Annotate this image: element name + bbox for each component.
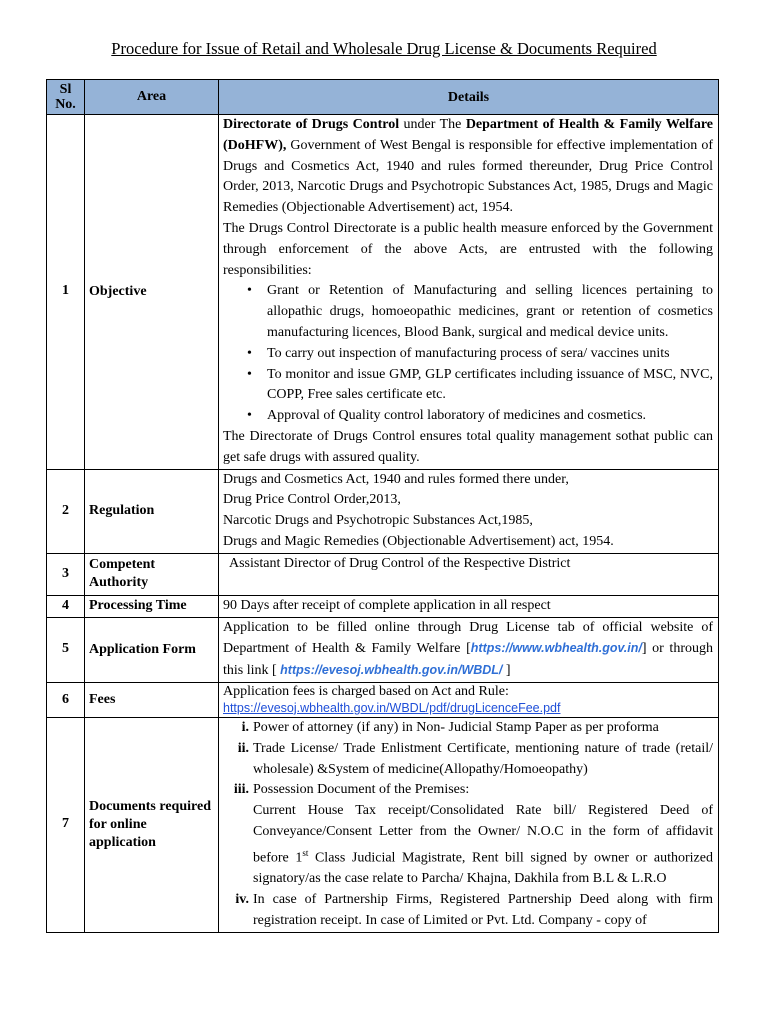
superscript: st [302,847,309,858]
wbdl-link[interactable]: https://evesoj.wbhealth.gov.in/WBDL/ [280,663,503,678]
objective-paragraph-2: The Drugs Control Directorate is a public health measure enforced by the Government through enforcement of the above Acts, are entrusted with the following responsibilities: [223,220,713,278]
list-item [233,780,713,890]
bold-text: Department of Health & Family Welfare (DoHFW), [223,117,713,153]
row-sl-number: 3 [47,553,85,595]
row-area-label: Competent Authority [85,553,219,595]
regulation-line: Drugs and Cosmetics Act, 1940 and rules formed there under, [223,471,569,487]
row-sl-number: 1 [47,115,85,470]
item-text: Possession Document of the Premises: [253,782,470,798]
row-sl-number: 2 [47,469,85,553]
list-item [237,739,713,781]
regulation-line: Narcotic Drugs and Psychotropic Substances Act,1985, [223,513,533,529]
item-number: iii. [233,782,249,798]
header-details: Details [219,80,719,115]
row-details [219,717,719,932]
row-details [219,115,719,470]
item-text: Trade License/ Trade Enlistment Certificate, mentioning nature of trade (retail/ wholesale) &System of medicine(Allopathy/Homoeopathy) [253,740,713,777]
objective-paragraph-1 [223,115,713,219]
row-area-label: Objective [85,115,219,470]
text-span: Government of West Bengal is responsible for effective implementation of Drugs and Cosmetics Act, 1940 and rules formed thereunder, Drug Price Control Order, 2013, Narcotic Drugs and Psychotropic Substances Act, 1985, Drugs and Magic Remedies (Objectionable Advertisement) act, 1954. [223,137,713,216]
row-details: 90 Days after receipt of complete application in all respect [219,595,719,617]
regulation-line: Drugs and Magic Remedies (Objectionable Advertisement) act, 1954. [223,533,614,549]
item-text: Power of attorney (if any) in Non- Judicial Stamp Paper as per proforma [253,719,659,735]
row-area-label: Fees [85,682,219,717]
table-header-row [47,80,719,115]
list-item [235,890,713,932]
table-row [47,469,719,553]
row-sl-number: 4 [47,595,85,617]
item-subtext: Class Judicial Magistrate, Rent bill signed by owner or authorized signatory/as the case relate to Parcha/ Khajna, Dakhila from B.L & L.R.O [253,850,713,887]
row-details [219,682,719,717]
row-sl-number: 6 [47,682,85,717]
wbhealth-link[interactable]: https://www.wbhealth.gov.in/ [470,641,642,656]
item-number: ii. [237,740,249,756]
row-area-label: Processing Time [85,595,219,617]
row-sl-number: 5 [47,617,85,682]
table-row [47,595,719,617]
row-details [219,617,719,682]
table-row [47,115,719,470]
list-item: • Approval of Quality control laboratory of medicines and cosmetics. [267,406,713,427]
list-item: • To monitor and issue GMP, GLP certificates including issuance of MSC, NVC, COPP, Free sales certificate etc. [267,365,713,407]
table-row [47,717,719,932]
list-item: • To carry out inspection of manufacturing process of sera/ vaccines units [267,344,713,365]
fees-text: Application fees is charged based on Act and Rule: [223,683,509,699]
row-area-label: Application Form [85,617,219,682]
item-number: i. [241,719,249,735]
header-area: Area [85,80,219,115]
list-item: • Grant or Retention of Manufacturing and selling licences pertaining to allopathic drugs, homoeopathic medicines, grant or retention of cosmetics manufacturing licences, Blood Bank, surgical and medical device units. [267,281,713,343]
item-text: In case of Partnership Firms, Registered Partnership Deed along with firm registration receipt. In case of Limited or Pvt. Ltd. Company - copy of [253,891,713,928]
table-row [47,617,719,682]
text-span: ] or through this link [ [223,641,713,679]
objective-paragraph-3: The Directorate of Drugs Control ensures total quality management sothat public can get safe drugs with assured quality. [223,428,713,465]
text-span: Application to be filled online through Drug License tab of official website of Department of Health & Family Welfare [ [223,619,713,657]
bold-text: Directorate of Drugs Control [223,117,400,132]
row-sl-number: 7 [47,717,85,932]
list-item [241,718,713,739]
text-span: under The [399,117,466,132]
text-span: ] [502,663,511,679]
procedure-table [46,79,719,933]
row-details: Assistant Director of Drug Control of the Respective District [219,553,719,595]
table-row [47,682,719,717]
fee-pdf-link[interactable]: https://evesoj.wbhealth.gov.in/WBDL/pdf/drugLicenceFee.pdf [223,700,561,715]
row-details [219,469,719,553]
row-area-label: Documents required for online application [85,717,219,932]
documents-list [223,718,713,932]
item-subtext: Current House Tax receipt/Consolidated Rate bill/ Registered Deed of Conveyance/Consent Letter from the Owner/ N.O.C in the form of affidavit before 1 [253,803,713,866]
table-row [47,553,719,595]
responsibilities-list [223,281,713,427]
regulation-line: Drug Price Control Order,2013, [223,492,401,508]
item-number: iv. [235,891,249,907]
page-title: Procedure for Issue of Retail and Wholesale Drug License & Documents Required [111,39,657,58]
row-area-label: Regulation [85,469,219,553]
header-sl-no: Sl No. [47,80,85,115]
